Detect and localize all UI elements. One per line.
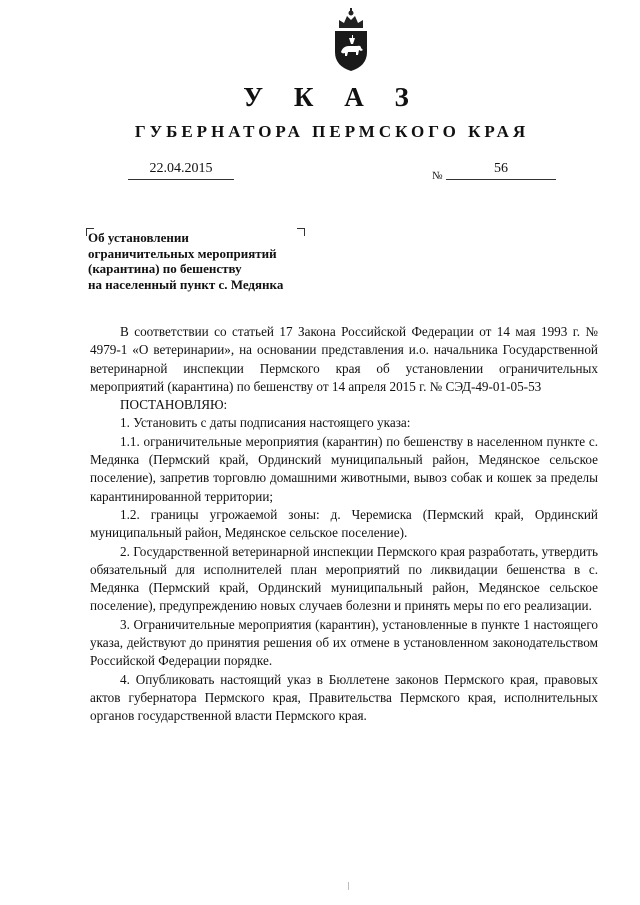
paragraph-preamble: В соответствии со статьей 17 Закона Российской Федерации от 14 мая 1993 г. № 4979-1 «О ветеринарии», на основании представления и.о. начальника Государственной ветеринарной инспекции Пермского края об установлении ограничительных мероприятий (карантина) по бешенству от 14 апреля 2015 г. № СЭД-49-01-05-53 xyxy=(90,324,598,394)
subject-line: на населенный пункт с. Медянка xyxy=(88,276,284,292)
paragraph-1: 1. Установить с даты подписания настоящего указа: xyxy=(120,415,411,431)
paragraph-1-2: 1.2. границы угрожаемой зоны: д. Черемиска (Пермский край, Ординский муниципальный район, Медянское сельское поселение). xyxy=(90,506,598,541)
document-date: 22.04.2015 xyxy=(128,161,234,180)
document-number: 56 xyxy=(446,161,556,180)
subject-line: (карантина) по бешенству xyxy=(88,261,242,276)
document-subtitle: ГУБЕРНАТОРА ПЕРМСКОГО КРАЯ xyxy=(134,122,530,141)
number-sign: № xyxy=(432,170,443,182)
perm-krai-coat-of-arms-icon xyxy=(329,8,373,72)
paragraph-2: 2. Государственной ветеринарной инспекции Пермского края разработать, утвердить обязательный для исполнителей план мероприятий по ликвидации бешенства в с. Медянка (Пермский край, Ординский муниципальный район, Медянское сельское поселение), предупреждению новых случаев болезни и принять меры по его реализации. xyxy=(90,543,598,614)
paragraph-1-1: 1.1. ограничительные мероприятия (карантин) по бешенству в населенном пункте с. Медянка (Пермский край, Ординский муниципальный район, Медянское сельское поселение), запретив торговлю домашними животными, вывоз собак и кошек за пределы карантинированной территории; xyxy=(90,433,598,504)
page-mark xyxy=(348,882,349,890)
subject-line: Об установлении xyxy=(88,230,189,245)
paragraph-decree: ПОСТАНОВЛЯЮ: xyxy=(120,397,228,413)
paragraph-3: 3. Ограничительные мероприятия (карантин), установленные в пункте 1 настоящего указа, действуют до принятия решения об их отмене в установленном законодательством Российской Федерации порядке. xyxy=(90,616,598,669)
subject-block xyxy=(88,230,328,292)
subject-line: ограничительных мероприятий xyxy=(88,245,277,261)
document-body xyxy=(90,323,598,726)
document-title: У К А З xyxy=(243,82,421,112)
paragraph-4: 4. Опубликовать настоящий указ в Бюллетене законов Пермского края, правовых актов губернатора Пермского края, Правительства Пермского края, исполнительных органов государственной власти Пермского края. xyxy=(90,671,598,724)
